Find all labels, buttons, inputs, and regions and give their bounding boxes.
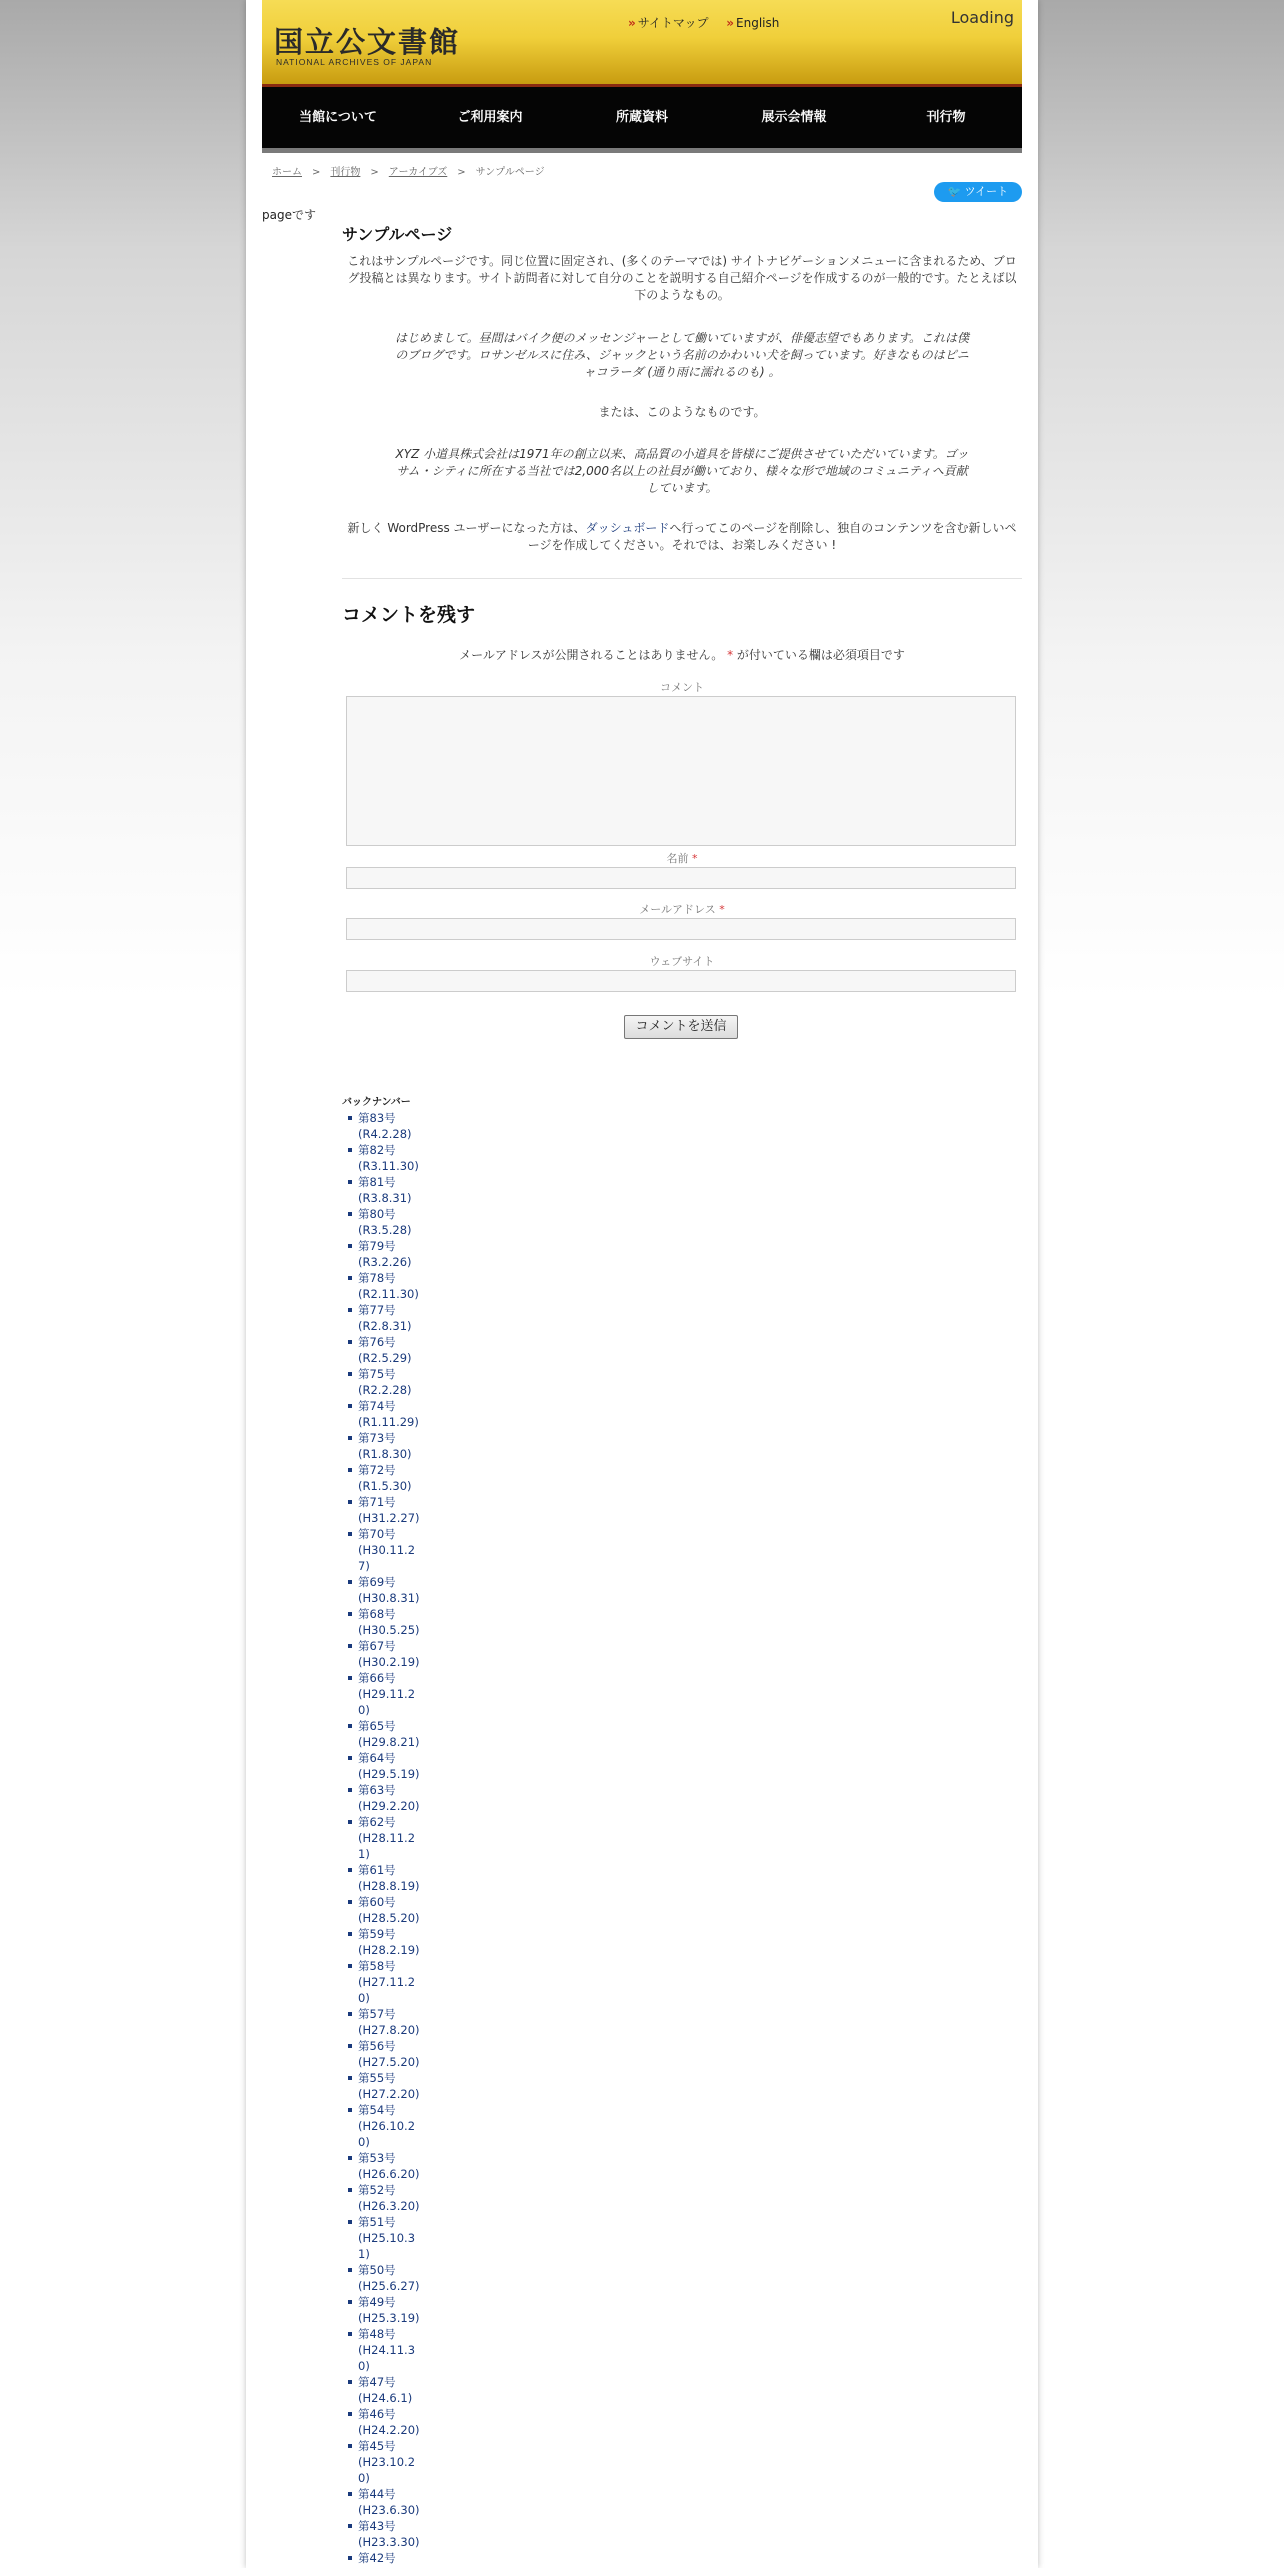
nav-item-guide[interactable]: ご利用案内	[457, 110, 523, 125]
backnumber-issue: 第61号	[358, 1863, 396, 1877]
tweet-button[interactable]	[934, 182, 1022, 202]
backnumber-item[interactable]	[358, 1926, 502, 1958]
arrow-icon: »	[628, 16, 636, 30]
backnumber-item[interactable]	[358, 2006, 502, 2038]
backnumber-issue: 第81号	[358, 1175, 396, 1189]
backnumber-item[interactable]	[358, 1782, 502, 1814]
backnumbers-title: バックナンバー	[342, 1097, 411, 1108]
twitter-bird-icon: 🐦	[947, 185, 962, 198]
backnumber-date: (R1.5.30)	[358, 1479, 412, 1493]
backnumber-date: (H30.2.19)	[358, 1655, 420, 1669]
site-header	[262, 0, 1022, 87]
comment-note-text: メールアドレスが公開されることはありません。	[459, 648, 724, 662]
site-logo[interactable]: 国立公文書館	[274, 25, 461, 59]
backnumber-item[interactable]	[358, 1958, 502, 2006]
backnumber-item[interactable]	[358, 2070, 502, 2102]
backnumber-issue: 第56号	[358, 2039, 396, 2053]
backnumber-date: (R2.11.30)	[358, 1287, 419, 1301]
or-text: または、このようなものです。	[598, 405, 766, 419]
backnumber-issue: 第69号	[358, 1575, 396, 1589]
backnumber-date: (H28.8.19)	[358, 1879, 420, 1893]
backnumber-date: (H27.8.20)	[358, 2023, 420, 2037]
required-mark: *	[727, 648, 734, 662]
backnumber-date: (R4.2.28)	[358, 1127, 412, 1141]
backnumber-item[interactable]	[358, 1398, 502, 1430]
name-label	[342, 850, 1022, 866]
backnumber-issue: 第52号	[358, 2183, 396, 2197]
backnumber-date: (R1.11.29)	[358, 1415, 419, 1429]
comment-label: コメント	[660, 681, 704, 694]
backnumber-date: (H26.3.20)	[358, 2199, 420, 2213]
backnumber-date: (H26.6.20)	[358, 2167, 420, 2181]
backnumber-date: (R3.11.30)	[358, 1159, 419, 1173]
backnumber-issue: 第53号	[358, 2151, 396, 2165]
breadcrumb-home[interactable]: ホーム	[272, 167, 302, 178]
backnumber-item[interactable]	[358, 1638, 502, 1670]
sitemap-link[interactable]	[628, 16, 708, 30]
quote-2: XYZ 小道具株式会社は1971年の創立以来、高品質の小道具を皆様にご提供させていただいています。ゴッサム・シティに所在する当社では2,000名以上の社員が働いており、様々な形で地域のコミュニティへ貢献しています。	[395, 447, 969, 495]
backnumber-item[interactable]	[358, 1366, 502, 1398]
backnumber-issue: 第65号	[358, 1719, 396, 1733]
backnumber-item[interactable]	[358, 1670, 502, 1718]
backnumber-issue: 第48号	[358, 2327, 396, 2341]
nav-item-publications[interactable]: 刊行物	[926, 110, 966, 125]
backnumber-item[interactable]	[358, 2550, 502, 2566]
intro-paragraph: これはサンプルページです。同じ位置に固定され、(多くのテーマでは) サイトナビゲーションメニューに含まれるため、ブログ投稿とは異なります。サイト訪問者に対して自分のことを説明する自己紹介ページを作成するのが一般的です。たとえば以下のようなもの。	[347, 254, 1017, 302]
backnumber-item[interactable]	[358, 2102, 502, 2150]
backnumber-date: (H29.5.19)	[358, 1767, 420, 1781]
backnumber-item[interactable]	[358, 1894, 502, 1926]
backnumber-date: (H29.11.20)	[358, 1687, 416, 1717]
backnumber-item[interactable]	[358, 1430, 502, 1462]
backnumber-item[interactable]	[358, 2262, 502, 2294]
main-nav	[262, 87, 1022, 153]
backnumber-issue: 第54号	[358, 2103, 396, 2117]
outro-paragraph	[342, 520, 1022, 554]
backnumber-item[interactable]	[358, 1462, 502, 1494]
backnumber-issue: 第67号	[358, 1639, 396, 1653]
backnumber-issue: 第62号	[358, 1815, 396, 1829]
backnumber-item[interactable]	[358, 2182, 502, 2214]
backnumber-issue: 第64号	[358, 1751, 396, 1765]
backnumber-item[interactable]	[358, 1574, 502, 1606]
english-label: English	[736, 16, 780, 30]
backnumber-date: (R2.5.29)	[358, 1351, 412, 1365]
submit-comment-button[interactable]: コメントを送信	[624, 1015, 738, 1039]
backnumber-date: (R2.8.31)	[358, 1319, 412, 1333]
backnumbers-widget	[342, 1093, 502, 2566]
backnumber-date: (H23.3.30)	[358, 2535, 420, 2549]
site-logo-subtitle: NATIONAL ARCHIVES OF JAPAN	[276, 57, 433, 67]
backnumber-item[interactable]	[358, 2326, 502, 2374]
backnumber-date: (H26.10.20)	[358, 2119, 416, 2149]
backnumber-date: (H27.5.20)	[358, 2055, 420, 2069]
backnumber-issue: 第45号	[358, 2439, 396, 2453]
backnumber-date: (H28.5.20)	[358, 1911, 420, 1925]
backnumber-item[interactable]	[358, 1302, 502, 1334]
backnumber-issue: 第42号	[358, 2551, 396, 2565]
nav-item-collections[interactable]: 所蔵資料	[615, 110, 668, 125]
backnumber-issue: 第44号	[358, 2487, 396, 2501]
backnumber-issue: 第70号	[358, 1527, 396, 1541]
breadcrumb-archives[interactable]: アーカイブズ	[388, 167, 448, 178]
backnumber-issue: 第55号	[358, 2071, 396, 2085]
email-label	[342, 901, 1022, 917]
backnumber-item[interactable]	[358, 1718, 502, 1750]
backnumber-date: (H28.11.21)	[358, 1831, 416, 1861]
backnumber-issue: 第73号	[358, 1431, 396, 1445]
backnumber-date: (H30.8.31)	[358, 1591, 420, 1605]
nav-item-about[interactable]: 当館について	[299, 110, 377, 125]
breadcrumb-publications[interactable]: 刊行物	[330, 167, 361, 178]
english-link[interactable]	[726, 16, 779, 30]
backnumber-item[interactable]	[358, 2438, 502, 2486]
outro-text: へ行ってこのページを削除し、独自のコンテンツを含む新しいページを作成してください。それでは、お楽しみください !	[527, 521, 1017, 552]
backnumber-date: (H24.11.30)	[358, 2343, 416, 2373]
breadcrumb	[272, 163, 545, 178]
dashboard-link[interactable]: ダッシュボード	[585, 521, 670, 535]
backnumber-item[interactable]	[358, 2406, 502, 2438]
backnumber-date: (H25.6.27)	[358, 2279, 420, 2293]
backnumber-date: (H25.3.19)	[358, 2311, 420, 2325]
name-field[interactable]	[346, 867, 1016, 889]
arrow-icon: »	[726, 16, 735, 30]
tweet-label: ツイート	[964, 185, 1009, 198]
backnumber-issue: 第82号	[358, 1143, 396, 1157]
backnumber-item[interactable]	[358, 1606, 502, 1638]
backnumber-item[interactable]	[358, 1862, 502, 1894]
backnumber-date: (R1.8.30)	[358, 1447, 412, 1461]
backnumber-item[interactable]	[358, 1494, 502, 1526]
backnumber-date: (H27.11.20)	[358, 1975, 416, 2005]
backnumber-issue: 第77号	[358, 1303, 396, 1317]
backnumbers-list	[342, 1110, 502, 2566]
comment-textarea[interactable]	[346, 696, 1016, 846]
backnumber-date: (H24.2.20)	[358, 2423, 420, 2437]
backnumber-issue: 第75号	[358, 1367, 396, 1381]
backnumber-issue: 第68号	[358, 1607, 396, 1621]
backnumber-item[interactable]	[358, 1110, 502, 1142]
email-field[interactable]	[346, 918, 1016, 940]
name-label-text: 名前	[666, 852, 689, 865]
backnumber-item[interactable]	[358, 2518, 502, 2550]
comment-section-title: コメントを残す	[342, 604, 476, 626]
backnumber-issue: 第59号	[358, 1927, 396, 1941]
backnumber-issue: 第60号	[358, 1895, 396, 1909]
backnumber-item[interactable]	[358, 1526, 502, 1574]
required-mark: *	[719, 903, 725, 916]
backnumber-issue: 第71号	[358, 1495, 396, 1509]
backnumber-issue: 第80号	[358, 1207, 396, 1221]
header-links	[628, 14, 793, 31]
backnumber-issue: 第63号	[358, 1783, 396, 1797]
backnumber-issue: 第79号	[358, 1239, 396, 1253]
required-mark: *	[692, 852, 698, 865]
backnumber-item[interactable]	[358, 1270, 502, 1302]
backnumber-issue: 第78号	[358, 1271, 396, 1285]
backnumber-issue: 第72号	[358, 1463, 396, 1477]
comment-note-text: が付いている欄は必須項目です	[733, 648, 905, 662]
backnumber-issue: 第74号	[358, 1399, 396, 1413]
nav-item-exhibitions[interactable]: 展示会情報	[761, 110, 827, 125]
backnumber-item[interactable]	[358, 1238, 502, 1270]
backnumber-item[interactable]	[358, 1174, 502, 1206]
backnumber-date: (R3.5.28)	[358, 1223, 412, 1237]
backnumber-issue: 第57号	[358, 2007, 396, 2021]
backnumber-date: (H27.2.20)	[358, 2087, 420, 2101]
quote-1: はじめまして。昼間はバイク便のメッセンジャーとして働いていますが、俳優志望でもあります。これは僕のブログです。ロサンゼルスに住み、ジャックという名前のかわいい犬を飼っています。好きなものはピニャコラーダ (通り雨に濡れるのも) 。	[394, 331, 970, 379]
backnumber-item[interactable]	[358, 1334, 502, 1366]
backnumber-item[interactable]	[358, 2374, 502, 2406]
backnumber-issue: 第43号	[358, 2519, 396, 2533]
backnumber-item[interactable]	[358, 1142, 502, 1174]
page-container	[246, 0, 1038, 2568]
backnumber-date: (H28.2.19)	[358, 1943, 420, 1957]
backnumber-issue: 第47号	[358, 2375, 396, 2389]
backnumber-issue: 第50号	[358, 2263, 396, 2277]
backnumber-item[interactable]	[358, 1814, 502, 1862]
sitemap-label: サイトマップ	[637, 16, 709, 30]
backnumber-item[interactable]	[358, 1750, 502, 1782]
backnumber-item[interactable]	[358, 1206, 502, 1238]
breadcrumb-current: サンプルページ	[475, 167, 545, 178]
backnumber-issue: 第49号	[358, 2295, 396, 2309]
backnumber-date: (H23.10.20)	[358, 2455, 416, 2485]
backnumber-date: (R2.2.28)	[358, 1383, 412, 1397]
outro-text: 新しく WordPress ユーザーになった方は、	[347, 521, 586, 535]
backnumber-item[interactable]	[358, 2486, 502, 2518]
backnumber-date: (R3.2.26)	[358, 1255, 412, 1269]
backnumber-date: (H23.6.30)	[358, 2503, 420, 2517]
backnumber-date: (H30.5.25)	[358, 1623, 420, 1637]
backnumber-date: (H29.8.21)	[358, 1735, 420, 1749]
sidebar-label: pageです	[262, 208, 316, 222]
page-title: サンプルページ	[342, 225, 453, 244]
backnumber-item[interactable]	[358, 2038, 502, 2070]
loading-text: Loading	[950, 8, 1014, 27]
divider	[342, 578, 1022, 579]
backnumber-issue: 第51号	[358, 2215, 396, 2229]
backnumber-date: (R3.8.31)	[358, 1191, 412, 1205]
backnumber-issue: 第66号	[358, 1671, 396, 1685]
website-label: ウェブサイト	[649, 955, 715, 968]
breadcrumb-separator: >	[312, 167, 321, 178]
backnumber-item[interactable]	[358, 2294, 502, 2326]
backnumber-date: (H24.6.1)	[358, 2391, 413, 2405]
backnumber-date: (H31.2.27)	[358, 1511, 420, 1525]
backnumber-item[interactable]	[358, 2214, 502, 2262]
breadcrumb-separator: >	[457, 167, 466, 178]
backnumber-issue: 第58号	[358, 1959, 396, 1973]
backnumber-issue: 第83号	[358, 1111, 396, 1125]
backnumber-item[interactable]	[358, 2150, 502, 2182]
email-label-text: メールアドレス	[639, 903, 716, 916]
backnumber-date: (H30.11.27)	[358, 1543, 416, 1573]
backnumber-date: (H29.2.20)	[358, 1799, 420, 1813]
backnumber-date: (H25.10.31)	[358, 2231, 416, 2261]
main-content	[342, 222, 1022, 1034]
backnumber-issue: 第76号	[358, 1335, 396, 1349]
backnumber-issue: 第46号	[358, 2407, 396, 2421]
comment-notes	[342, 646, 1022, 663]
breadcrumb-separator: >	[370, 167, 379, 178]
website-field[interactable]	[346, 970, 1016, 992]
